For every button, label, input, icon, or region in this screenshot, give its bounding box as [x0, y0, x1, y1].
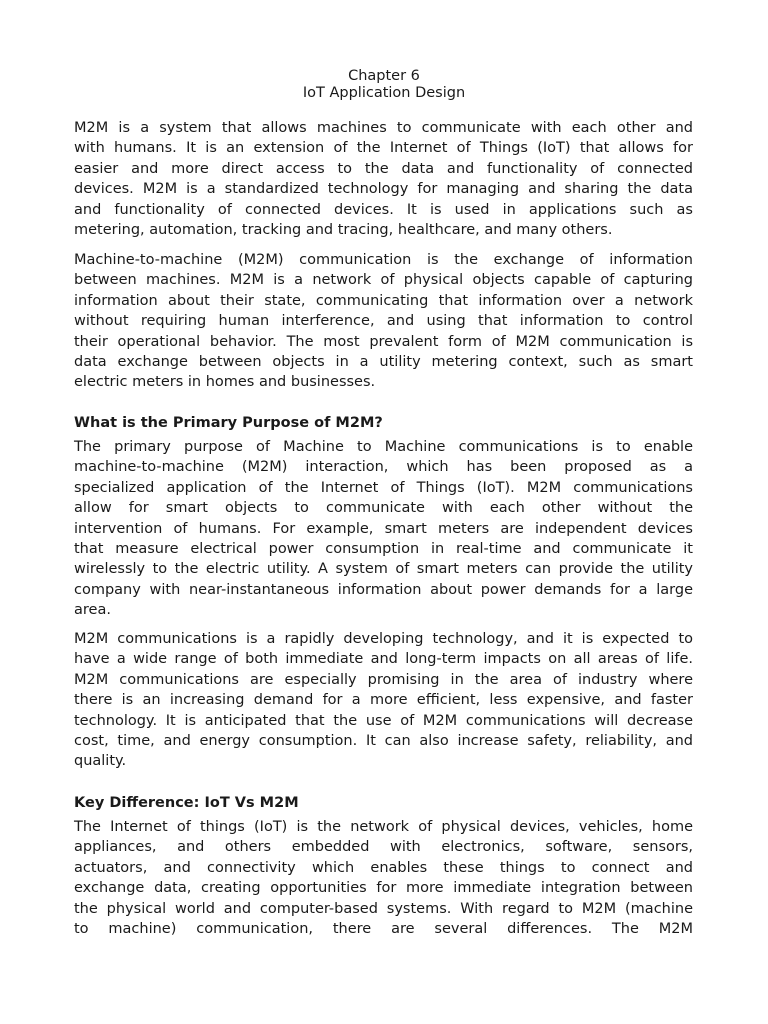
text-line: M2M communications is a rapidly developing technology, and it is expected to: [74, 631, 693, 647]
section-heading: [74, 413, 693, 433]
section-heading: [74, 793, 693, 813]
text-line: metering, automation, tracking and tracing, healthcare, and many others.: [74, 221, 613, 238]
text-line: machine-to-machine (M2M) interaction, which has been proposed as a: [74, 459, 693, 476]
text-line: wirelessly to the electric utility. A system of smart meters can provide the utility: [74, 561, 693, 578]
text-line: the physical world and computer-based systems. With regard to M2M (machine: [74, 900, 693, 917]
chapter-title: IoT Application Design: [302, 85, 466, 101]
paragraph: [74, 118, 693, 240]
text-line: to machine) communication, there are several differences. The M2M: [74, 920, 693, 937]
chapter-number: Chapter 6: [348, 68, 420, 84]
text-line: information about their state, communicating that information over a network: [74, 292, 693, 309]
text-line: M2M is a system that allows machines to communicate with each other and: [74, 120, 693, 136]
text-line: between machines. M2M is a network of physical objects capable of capturing: [74, 272, 693, 289]
text-line: actuators, and connectivity which enables these things to connect and: [74, 859, 693, 876]
text-line: with humans. It is an extension of the Internet of Things (IoT) that allows for: [74, 140, 693, 157]
text-line: devices. M2M is a standardized technology for managing and sharing the data: [74, 181, 693, 198]
text-line: intervention of humans. For example, smart meters are independent devices: [74, 520, 693, 537]
text-line: company with near-instantaneous information about power demands for a large: [74, 581, 693, 598]
text-line: technology. It is anticipated that the use of M2M communications will decrease: [74, 712, 693, 729]
paragraph: [74, 437, 693, 621]
text-line: M2M communications are especially promising in the area of industry where: [74, 671, 693, 688]
text-line: What is the Primary Purpose of M2M?: [74, 415, 383, 431]
text-line: area.: [74, 602, 111, 619]
text-line: easier and more direct access to the data and functionality of connected: [74, 160, 693, 177]
text-line: without requiring human interference, and using that information to control: [74, 313, 693, 330]
paragraph: [74, 817, 693, 939]
text-line: The primary purpose of Machine to Machine communications is to enable: [74, 439, 693, 455]
text-line: The Internet of things (IoT) is the network of physical devices, vehicles, home: [74, 819, 693, 835]
text-line: Key Difference: IoT Vs M2M: [74, 795, 299, 811]
text-line: that measure electrical power consumption in real-time and communicate it: [74, 540, 693, 557]
text-line: quality.: [74, 753, 127, 770]
text-line: data exchange between objects in a utility metering context, such as smart: [74, 353, 693, 370]
text-line: have a wide range of both immediate and long-term impacts on all areas of life.: [74, 651, 693, 668]
text-line: and functionality of connected devices. It is used in applications such as: [74, 201, 693, 218]
text-line: specialized application of the Internet of Things (IoT). M2M communications: [74, 479, 693, 496]
text-line: Machine-to-machine (M2M) communication is the exchange of information: [74, 252, 693, 268]
paragraph: [74, 250, 693, 393]
text-line: appliances, and others embedded with electronics, software, sensors,: [74, 839, 693, 856]
text-line: their operational behavior. The most prevalent form of M2M communication is: [74, 333, 693, 350]
text-line: there is an increasing demand for a more efficient, less expensive, and faster: [74, 692, 693, 709]
text-line: electric meters in homes and businesses.: [74, 374, 376, 391]
text-line: exchange data, creating opportunities for more immediate integration between: [74, 880, 693, 897]
text-line: cost, time, and energy consumption. It can also increase safety, reliability, and: [74, 732, 693, 749]
chapter-header: [0, 68, 768, 102]
paragraph: [74, 629, 693, 772]
text-line: allow for smart objects to communicate with each other without the: [74, 500, 693, 517]
